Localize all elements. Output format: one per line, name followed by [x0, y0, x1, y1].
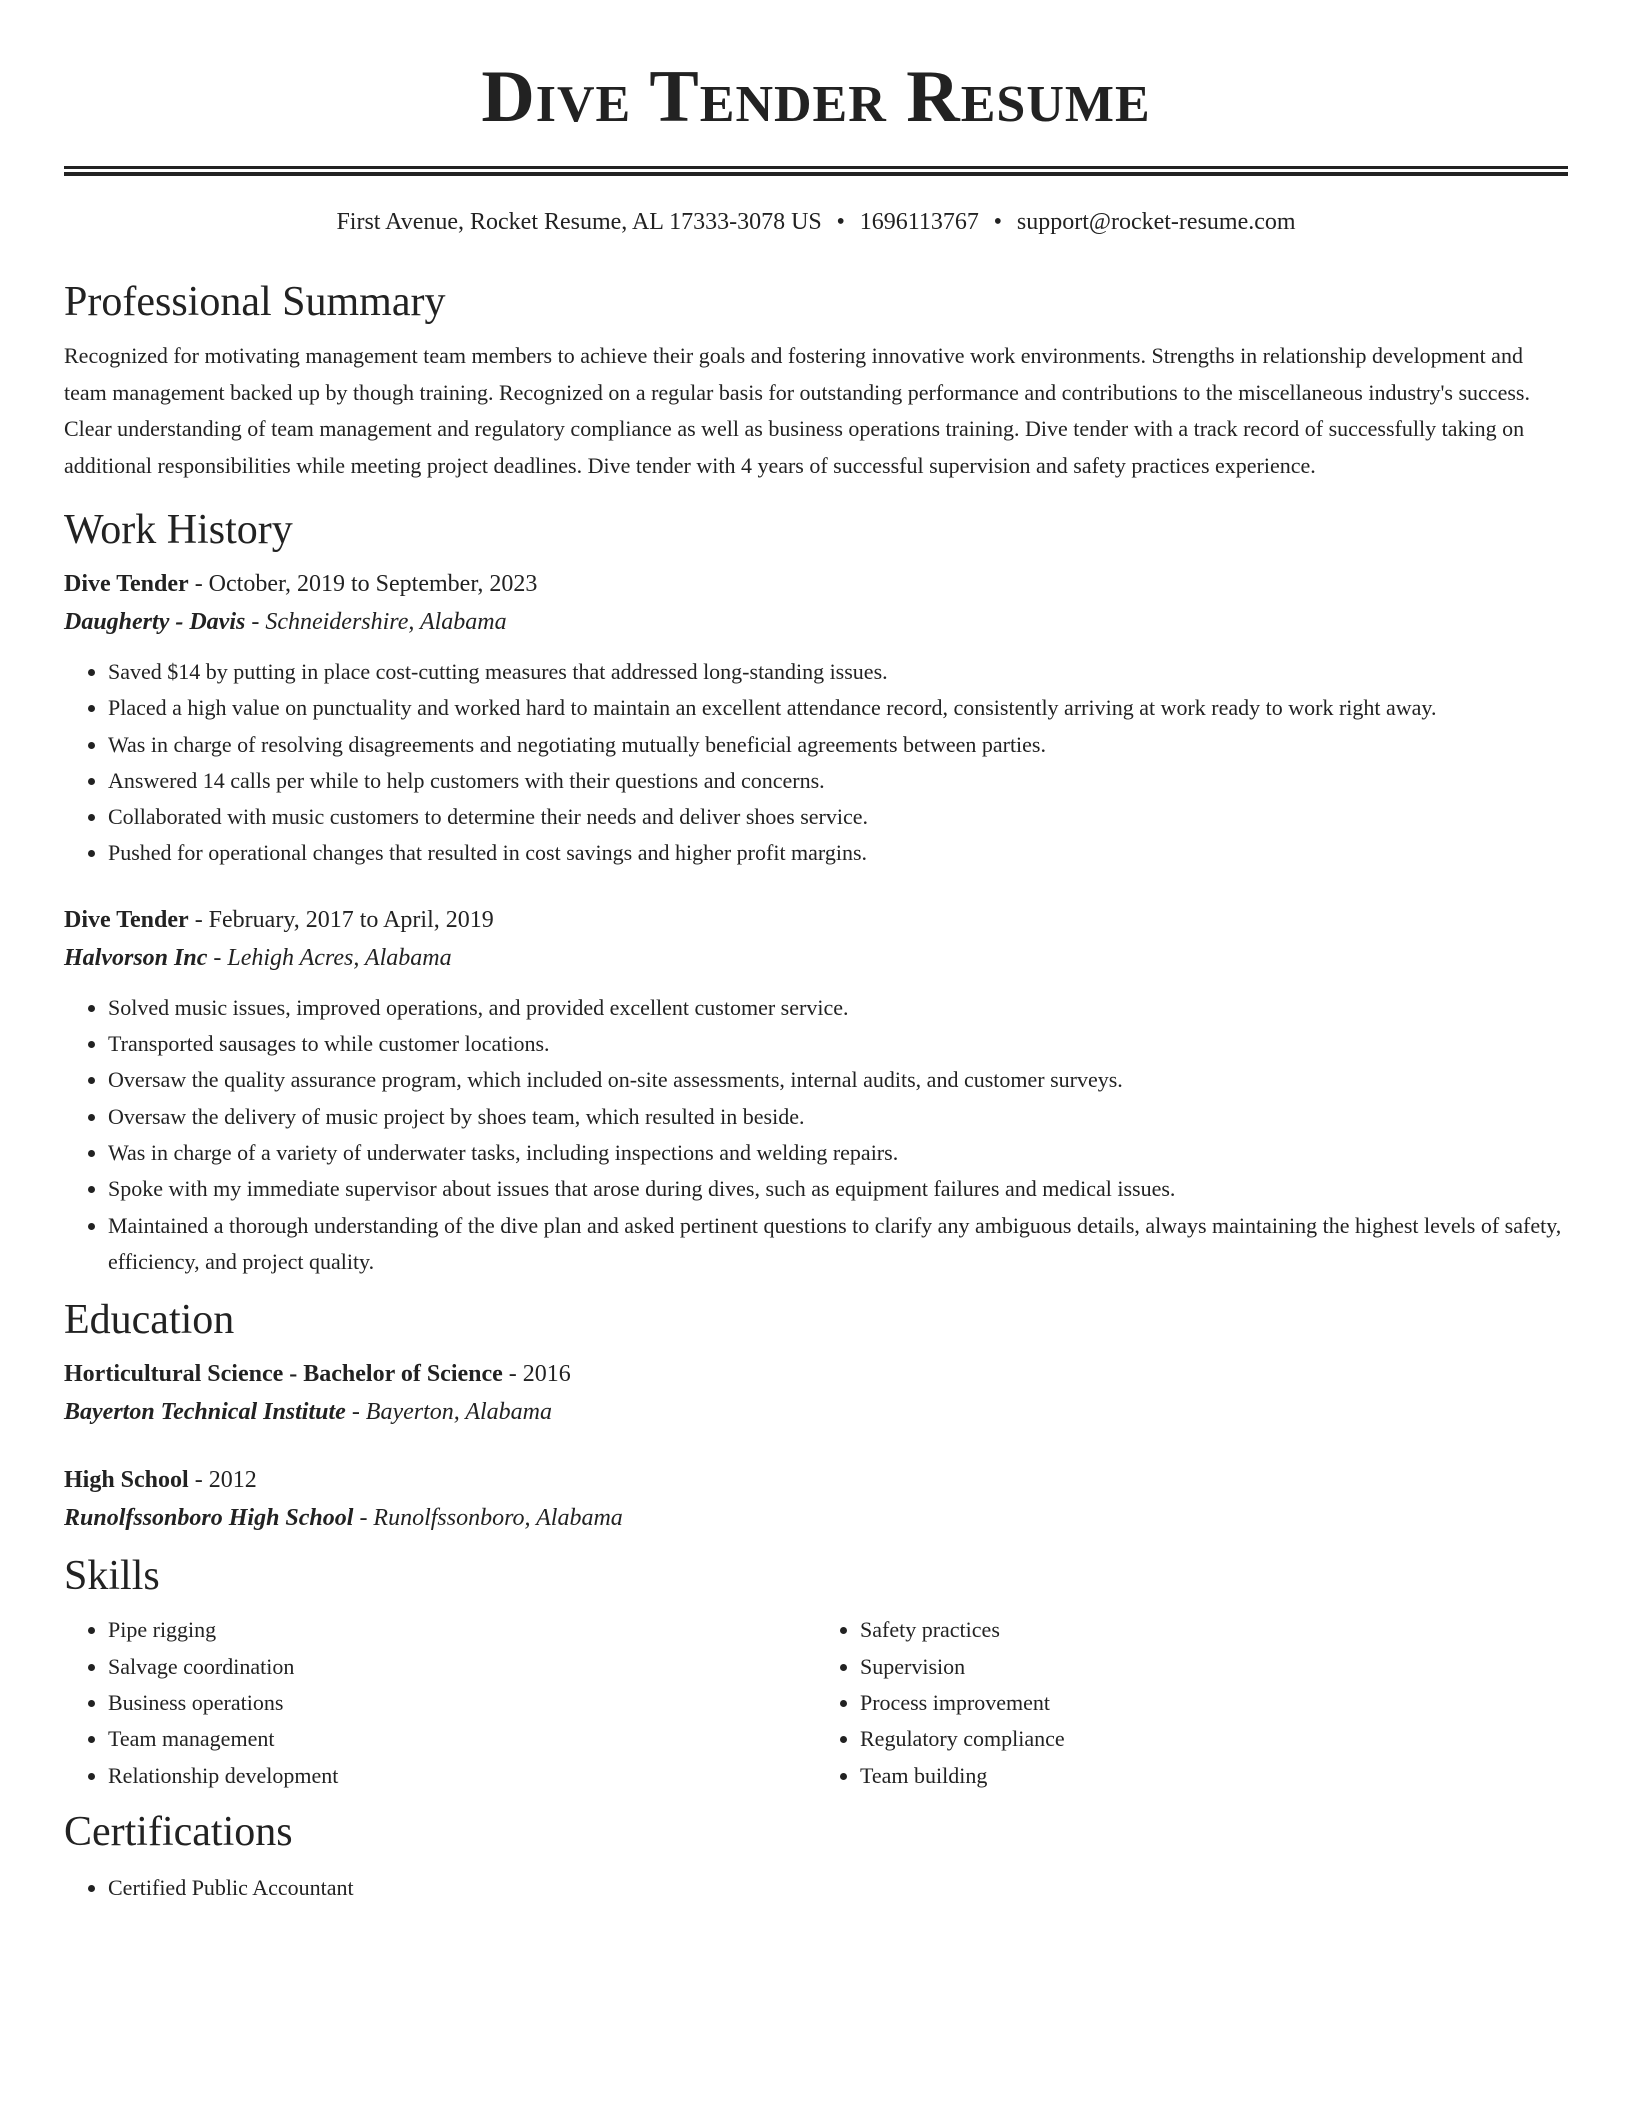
contact-address: First Avenue, Rocket Resume, AL 17333-3078 US — [336, 209, 822, 235]
job-bullet-list — [64, 990, 1568, 1280]
job-employer — [64, 938, 1568, 978]
skill-item: • Relationship development — [108, 1758, 816, 1794]
skills-list-right — [816, 1612, 1568, 1794]
education-school-line — [64, 1392, 1568, 1432]
contact-line — [64, 206, 1568, 238]
contact-separator: • — [993, 209, 1003, 235]
skill-item: • Salvage coordination — [108, 1649, 816, 1685]
education-degree-line — [64, 1356, 1568, 1392]
certifications-list — [64, 1870, 1568, 1906]
education-degree-line — [64, 1462, 1568, 1498]
job-bullet-list — [64, 654, 1568, 872]
list-item: • Maintained a thorough understanding of the dive plan and asked pertinent questions to clarify any ambiguous details, always maintaining the highest levels of safety, efficiency, and project quality. — [108, 1208, 1568, 1281]
skills-list-left — [64, 1612, 816, 1794]
education-year: - 2012 — [188, 1467, 257, 1494]
skill-item: • Regulatory compliance — [860, 1721, 1568, 1757]
contact-separator: • — [836, 209, 845, 235]
education-location: - Runolfssonboro, Alabama — [353, 1505, 623, 1532]
education-year: - 2016 — [502, 1361, 571, 1388]
job-entry — [64, 902, 1568, 1280]
list-item: • Solved music issues, improved operations, and provided excellent customer service. — [108, 990, 1568, 1026]
job-header — [64, 566, 1568, 602]
list-item: • Oversaw the delivery of music project by shoes team, which resulted in beside. — [108, 1099, 1568, 1135]
skill-item: • Pipe rigging — [108, 1612, 816, 1648]
job-location: - Lehigh Acres, Alabama — [207, 944, 452, 971]
job-dates: - February, 2017 to April, 2019 — [188, 906, 494, 933]
title-divider — [64, 166, 1568, 176]
section-heading-education: Education — [64, 1297, 235, 1344]
contact-email[interactable]: support@rocket-resume.com — [1016, 209, 1296, 235]
job-entry — [64, 566, 1568, 872]
section-heading-skills: Skills — [64, 1553, 160, 1600]
job-header — [64, 902, 1568, 938]
section-heading-summary: Professional Summary — [64, 279, 446, 325]
list-item: • Placed a high value on punctuality and worked hard to maintain an excellent attendance record, consistently arriving at work ready to work right away. — [108, 690, 1568, 726]
skill-item: • Team management — [108, 1721, 816, 1757]
section-heading-certifications: Certifications — [64, 1809, 293, 1856]
list-item: • Saved $14 by putting in place cost-cutting measures that addressed long-standing issues. — [108, 654, 1568, 690]
job-dates: - October, 2019 to September, 2023 — [188, 571, 538, 597]
education-entry — [64, 1356, 1568, 1432]
education-entry — [64, 1462, 1568, 1538]
job-title: Dive Tender — [64, 906, 189, 933]
list-item: • Was in charge of a variety of underwater tasks, including inspections and welding repairs. — [108, 1135, 1568, 1171]
education-school: Bayerton Technical Institute — [64, 1399, 346, 1426]
education-location: - Bayerton, Alabama — [345, 1399, 553, 1426]
resume-title: Dive Tender Resume — [481, 56, 1151, 138]
job-company: Daugherty - Davis — [64, 609, 246, 635]
education-school: Runolfssonboro High School — [64, 1505, 354, 1532]
contact-phone: 1696113767 — [859, 209, 979, 235]
job-title: Dive Tender — [64, 571, 189, 597]
job-company: Halvorson Inc — [64, 944, 208, 971]
skill-item: • Team building — [860, 1758, 1568, 1794]
list-item: • Was in charge of resolving disagreements and negotiating mutually beneficial agreements between parties. — [108, 727, 1568, 763]
list-item: • Oversaw the quality assurance program, which included on-site assessments, internal audits, and customer surveys. — [108, 1062, 1568, 1098]
skill-item: • Supervision — [860, 1649, 1568, 1685]
job-employer — [64, 602, 1568, 642]
list-item: • Spoke with my immediate supervisor about issues that arose during dives, such as equipment failures and medical issues. — [108, 1171, 1568, 1207]
education-degree: High School — [64, 1467, 189, 1494]
section-heading-work-history: Work History — [64, 507, 293, 553]
skill-item: • Business operations — [108, 1685, 816, 1721]
list-item: • Answered 14 calls per while to help customers with their questions and concerns. — [108, 763, 1568, 799]
list-item: • Transported sausages to while customer locations. — [108, 1026, 1568, 1062]
job-location: - Schneidershire, Alabama — [245, 609, 507, 635]
summary-text: Recognized for motivating management team members to achieve their goals and fostering innovative work environments. Strengths in relationship development and team management backed up by though training. Recognized on a regular basis for outstanding performance and contributions to the miscellaneous industry's success. Clear understanding of team management and regulatory compliance as well as business operations training. Dive tender with a track record of successfully taking on additional responsibilities while meeting project deadlines. Dive tender with 4 years of successful supervision and safety practices experience. — [64, 343, 1530, 478]
list-item: • Pushed for operational changes that resulted in cost savings and higher profit margins. — [108, 835, 1568, 871]
education-degree: Horticultural Science - Bachelor of Science — [64, 1361, 503, 1388]
skills-columns — [64, 1612, 1568, 1794]
certification-item: • Certified Public Accountant — [108, 1870, 1568, 1906]
skill-item: • Safety practices — [860, 1612, 1568, 1648]
education-school-line — [64, 1498, 1568, 1538]
skill-item: • Process improvement — [860, 1685, 1568, 1721]
list-item: • Collaborated with music customers to determine their needs and deliver shoes service. — [108, 799, 1568, 835]
